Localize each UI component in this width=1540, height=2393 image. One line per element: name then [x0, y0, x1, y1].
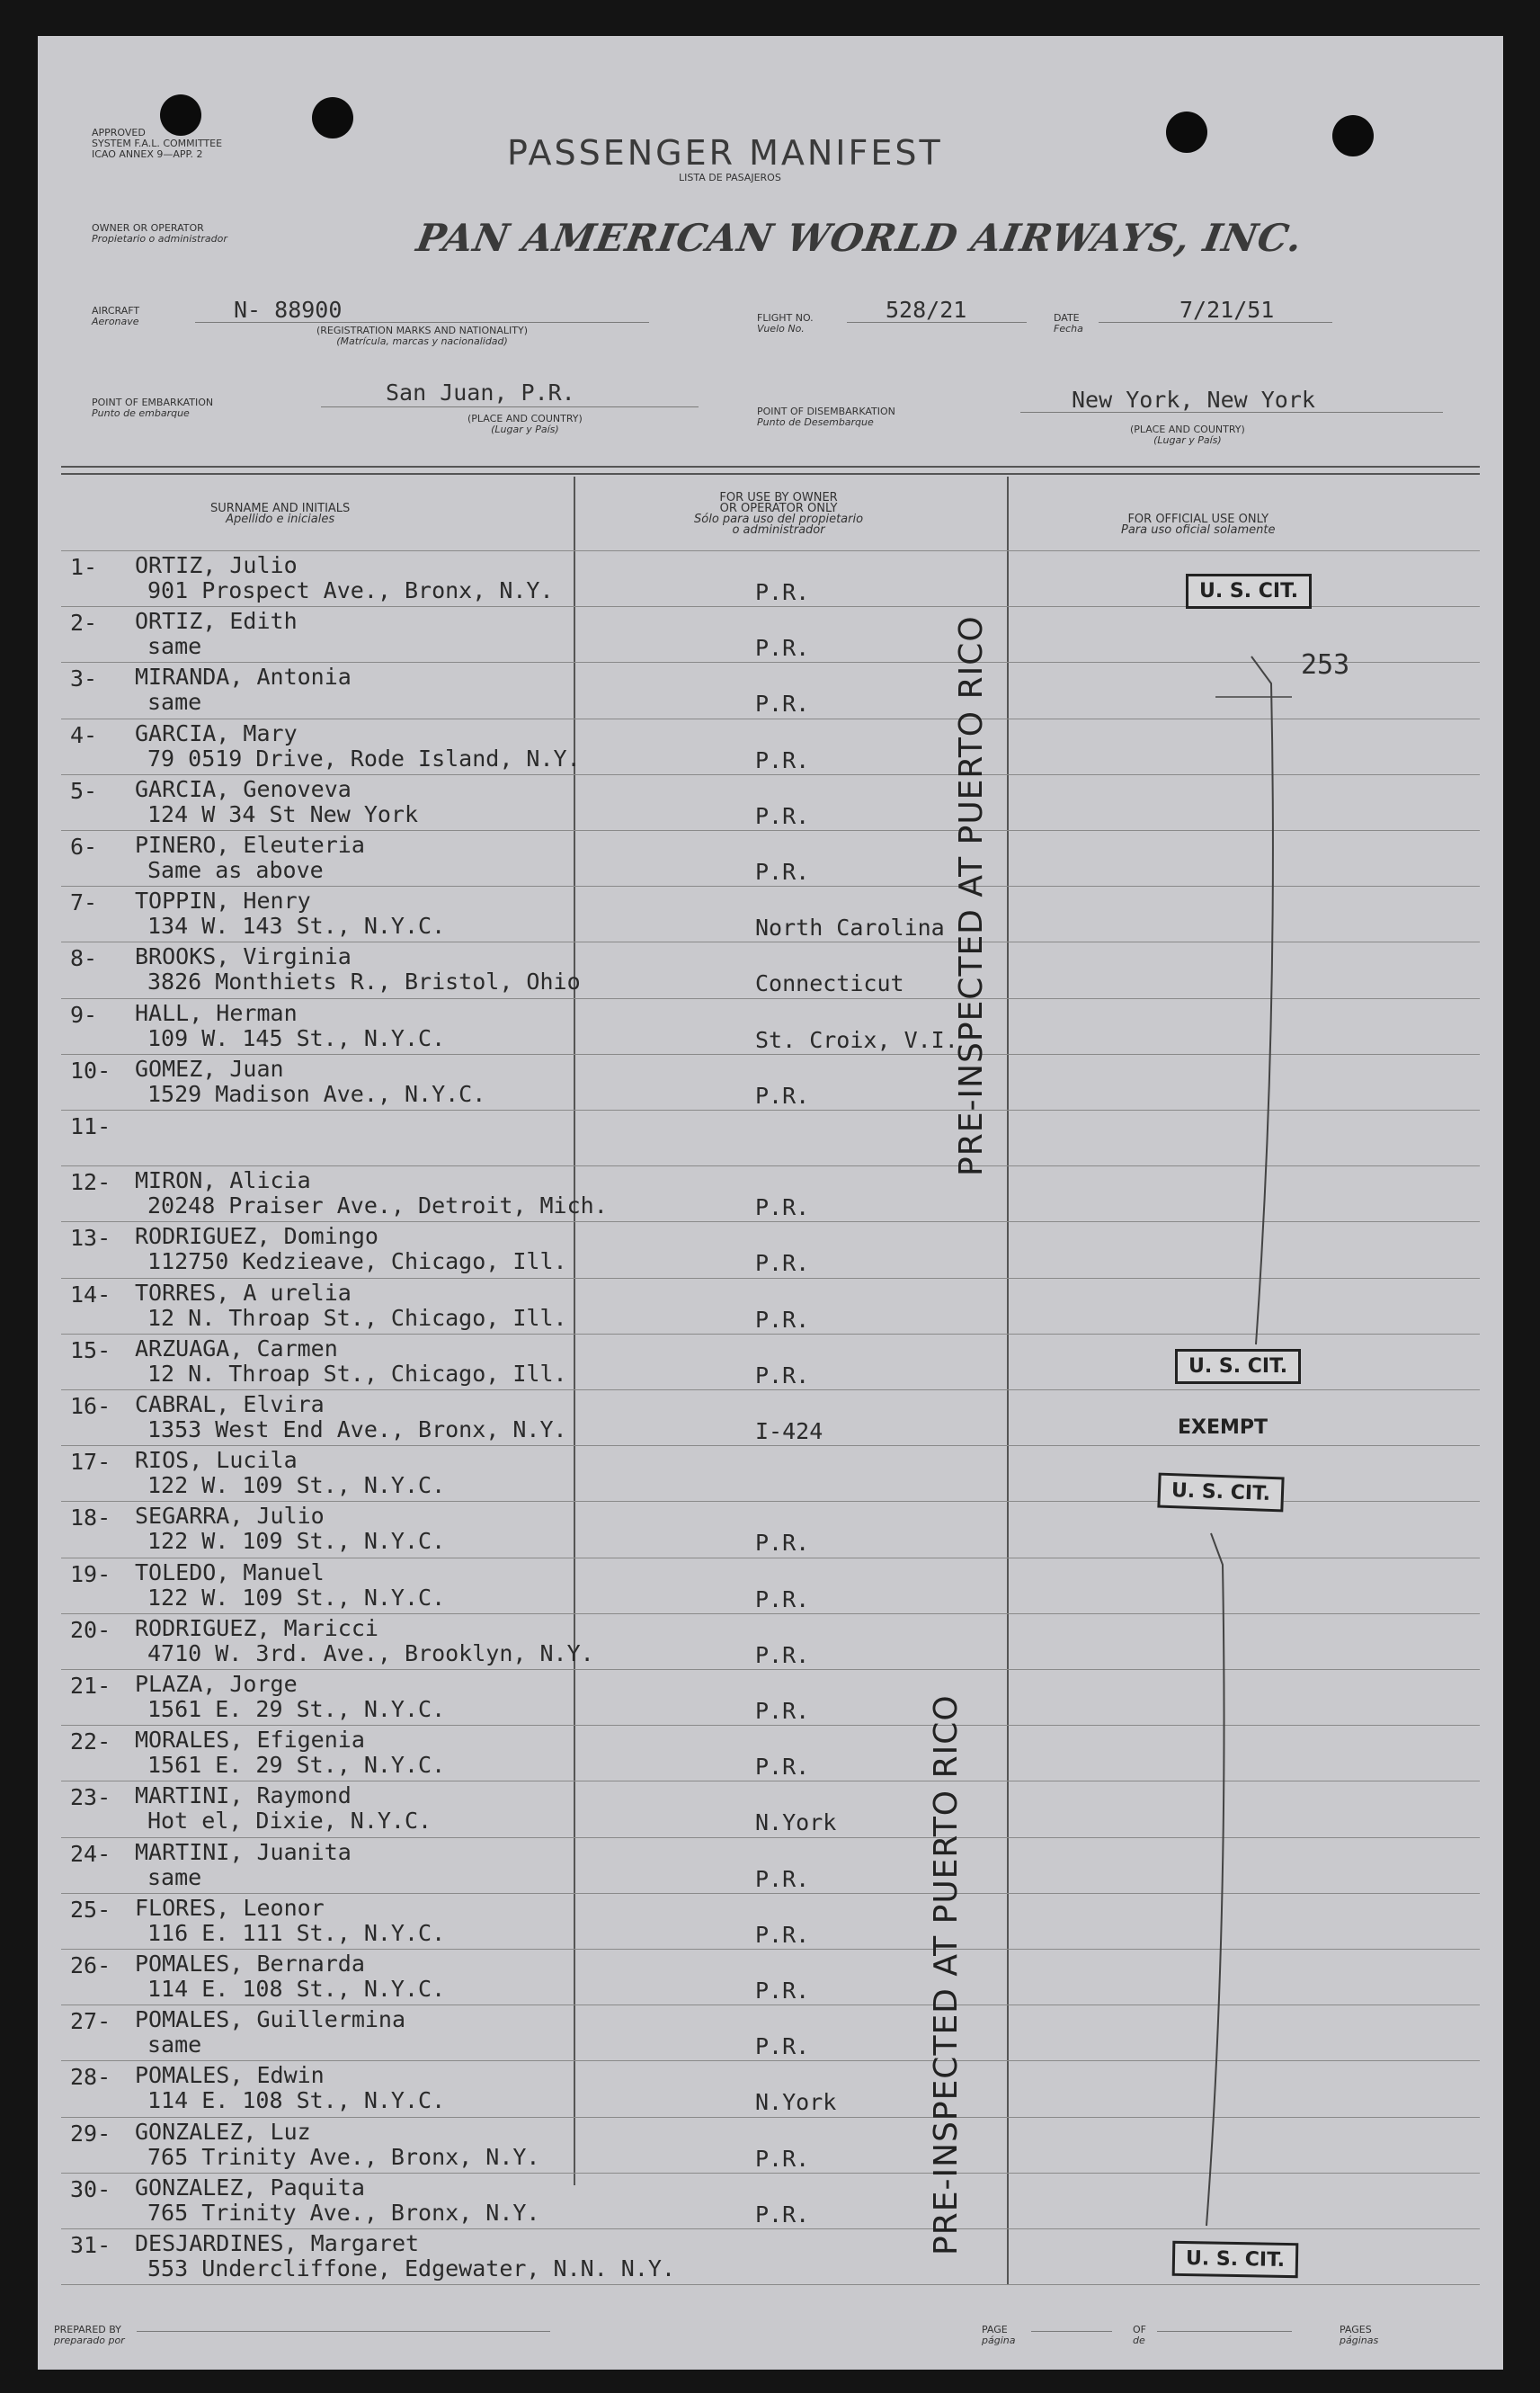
row-number: 12- [70, 1169, 111, 1196]
page-title: PASSENGER MANIFEST [507, 133, 943, 173]
owner-label: OWNER OR OPERATOR Propietario o administrador [92, 222, 227, 245]
official-count: 253 [1301, 649, 1350, 681]
passenger-address: 122 W. 109 St., N.Y.C. [147, 1472, 446, 1499]
flight-date: 7/21/51 [1179, 297, 1275, 323]
page-label: PAGE página [982, 2324, 1016, 2346]
row-number: 25- [70, 1896, 111, 1923]
row-number: 11- [70, 1113, 111, 1139]
passenger-name: TORRES, A urelia [135, 1279, 352, 1306]
row-number: 29- [70, 2120, 111, 2147]
passenger-address: 114 E. 108 St., N.Y.C. [147, 2087, 446, 2114]
passenger-name: HALL, Herman [135, 999, 298, 1026]
passenger-address: 122 W. 109 St., N.Y.C. [147, 1528, 446, 1555]
passenger-origin: P.R. [755, 1585, 810, 1612]
passenger-origin: P.R. [755, 1921, 810, 1948]
row-number: 7- [70, 889, 98, 916]
passenger-address: 1561 E. 29 St., N.Y.C. [147, 1696, 446, 1722]
passenger-name: CABRAL, Elvira [135, 1391, 325, 1417]
row-number: 27- [70, 2008, 111, 2035]
aircraft-label: AIRCRAFT Aeronave [92, 305, 140, 327]
disembark-place: New York, New York [1072, 387, 1315, 413]
passenger-name: GONZALEZ, Luz [135, 2118, 311, 2145]
disembark-caption: (PLACE AND COUNTRY) (Lugar y País) [1130, 424, 1245, 446]
passenger-origin: P.R. [755, 691, 810, 718]
passenger-address: 124 W 34 St New York [147, 800, 419, 827]
passenger-address: 1529 Madison Ave., N.Y.C. [147, 1080, 486, 1107]
passenger-address: 4710 W. 3rd. Ave., Brooklyn, N.Y. [147, 1639, 594, 1666]
us-cit-stamp: U. S. CIT. [1172, 2241, 1299, 2278]
row-number: 26- [70, 1952, 111, 1978]
preinspected-stamp: PRE-INSPECTED AT PUERTO RICO [953, 615, 990, 1176]
passenger-name: POMALES, Edwin [135, 2062, 325, 2089]
row-number: 4- [70, 721, 98, 748]
passenger-name: DESJARDINES, Margaret [135, 2230, 420, 2256]
passenger-origin: P.R. [755, 579, 810, 605]
flight-label: FLIGHT NO. Vuelo No. [757, 312, 814, 335]
passenger-address: 109 W. 145 St., N.Y.C. [147, 1024, 446, 1051]
passenger-address: 901 Prospect Ave., Bronx, N.Y. [147, 577, 554, 603]
passenger-name: ORTIZ, Edith [135, 608, 298, 635]
passenger-name: PLAZA, Jorge [135, 1671, 298, 1697]
row-number: 16- [70, 1393, 111, 1419]
passenger-address: same [147, 633, 202, 660]
date-label: DATE Fecha [1054, 312, 1083, 335]
row-number: 9- [70, 1001, 98, 1028]
passenger-name: GONZALEZ, Paquita [135, 2174, 365, 2201]
row-number: 19- [70, 1560, 111, 1587]
column-header-owner: FOR USE BY OWNER OR OPERATOR ONLY Sólo para uso del propietario o administrador [694, 491, 864, 537]
passenger-name: RIOS, Lucila [135, 1447, 298, 1474]
passenger-name: MARTINI, Juanita [135, 1838, 352, 1865]
of-label: OF de [1133, 2324, 1146, 2346]
row-number: 15- [70, 1336, 111, 1363]
row-number: 3- [70, 665, 98, 692]
aircraft-number: N- 88900 [234, 297, 343, 323]
column-header-official: FOR OFFICIAL USE ONLY Para uso oficial solamente [1121, 513, 1276, 537]
passenger-name: PINERO, Eleuteria [135, 832, 365, 858]
passenger-address: 79 0519 Drive, Rode Island, N.Y. [147, 745, 581, 772]
passenger-origin: P.R. [755, 1250, 810, 1277]
row-number: 18- [70, 1505, 111, 1531]
row-number: 1- [70, 554, 98, 580]
passenger-origin: P.R. [755, 859, 810, 885]
passenger-address: 114 E. 108 St., N.Y.C. [147, 1976, 446, 2002]
passenger-address: 20248 Praiser Ave., Detroit, Mich. [147, 1192, 608, 1219]
exempt-stamp: EXEMPT [1178, 1416, 1268, 1439]
row-number: 31- [70, 2232, 111, 2258]
passenger-origin: N.York [755, 1809, 837, 1836]
passenger-origin: P.R. [755, 1698, 810, 1724]
row-number: 23- [70, 1784, 111, 1811]
row-number: 22- [70, 1728, 111, 1755]
passenger-origin: St. Croix, V.I. [755, 1026, 958, 1053]
passenger-address: same [147, 1863, 202, 1890]
prepared-by-label: PREPARED BY preparado por [54, 2324, 125, 2346]
passenger-origin: P.R. [755, 1194, 810, 1221]
passenger-address: same [147, 689, 202, 716]
us-cit-stamp: U. S. CIT. [1157, 1473, 1284, 1513]
passenger-address: 116 E. 111 St., N.Y.C. [147, 1919, 446, 1946]
passenger-origin: P.R. [755, 1978, 810, 2004]
passenger-name: GOMEZ, Juan [135, 1055, 284, 1082]
passenger-origin: Connecticut [755, 970, 904, 997]
passenger-origin: N.York [755, 2089, 837, 2116]
passenger-origin: P.R. [755, 635, 810, 662]
passenger-origin: P.R. [755, 1082, 810, 1109]
passenger-name: TOLEDO, Manuel [135, 1558, 325, 1585]
row-number: 17- [70, 1449, 111, 1476]
passenger-name: MIRON, Alicia [135, 1167, 311, 1194]
passenger-origin: North Carolina [755, 915, 945, 942]
passenger-name: POMALES, Bernarda [135, 1951, 365, 1977]
row-number: 2- [70, 610, 98, 637]
row-number: 8- [70, 945, 98, 972]
pages-label: PAGES páginas [1340, 2324, 1379, 2346]
passenger-address: 553 Undercliffone, Edgewater, N.N. N.Y. [147, 2255, 675, 2281]
passenger-origin: P.R. [755, 1641, 810, 1668]
passenger-name: MORALES, Efigenia [135, 1727, 365, 1754]
passenger-name: MIRANDA, Antonia [135, 664, 352, 691]
column-header-surname: SURNAME AND INITIALS Apellido e iniciales [210, 502, 351, 526]
passenger-origin: I-424 [755, 1418, 823, 1444]
row-number: 28- [70, 2064, 111, 2091]
passenger-name: TOPPIN, Henry [135, 888, 311, 915]
passenger-name: MARTINI, Raymond [135, 1782, 352, 1809]
passenger-name: GARCIA, Mary [135, 719, 298, 746]
us-cit-stamp: U. S. CIT. [1175, 1349, 1301, 1384]
passenger-address: 12 N. Throap St., Chicago, Ill. [147, 1304, 567, 1331]
passenger-address: 765 Trinity Ave., Bronx, N.Y. [147, 2143, 540, 2170]
passenger-origin: P.R. [755, 746, 810, 773]
approval-note: APPROVED SYSTEM F.A.L. COMMITTEE ICAO ANNEX 9—APP. 2 [92, 127, 223, 160]
page-subtitle: LISTA DE PASAJEROS [679, 172, 781, 183]
passenger-address: 112750 Kedzieave, Chicago, Ill. [147, 1248, 567, 1275]
row-number: 5- [70, 777, 98, 804]
passenger-origin: P.R. [755, 1530, 810, 1557]
manifest-sheet [38, 36, 1503, 2370]
airline-name: PAN AMERICAN WORLD AIRWAYS, INC. [413, 216, 1306, 260]
passenger-name: SEGARRA, Julio [135, 1503, 325, 1530]
passenger-address: Same as above [147, 857, 324, 883]
row-number: 6- [70, 834, 98, 860]
passenger-origin: P.R. [755, 2033, 810, 2060]
disembark-label: POINT OF DISEMBARKATION Punto de Desembarque [757, 406, 895, 428]
row-number: 20- [70, 1616, 111, 1643]
passenger-origin: P.R. [755, 1306, 810, 1333]
aircraft-caption: (REGISTRATION MARKS AND NATIONALITY) (Matrícula, marcas y nacionalidad) [316, 325, 529, 347]
passenger-name: POMALES, Guillermina [135, 2006, 406, 2033]
passenger-origin: P.R. [755, 1865, 810, 1892]
embark-label: POINT OF EMBARKATION Punto de embarque [92, 397, 214, 419]
passenger-origin: P.R. [755, 2201, 810, 2228]
passenger-origin: P.R. [755, 802, 810, 829]
passenger-origin: P.R. [755, 1754, 810, 1781]
flight-number: 528/21 [886, 297, 967, 323]
passenger-name: RODRIGUEZ, Domingo [135, 1223, 378, 1250]
passenger-origin: P.R. [755, 2145, 810, 2172]
row-number: 21- [70, 1673, 111, 1699]
passenger-name: GARCIA, Genoveva [135, 775, 352, 802]
passenger-address: same [147, 2031, 202, 2058]
passenger-address: Hot el, Dixie, N.Y.C. [147, 1808, 432, 1835]
passenger-address: 3826 Monthiets R., Bristol, Ohio [147, 969, 581, 996]
passenger-name: ARZUAGA, Carmen [135, 1335, 338, 1362]
passenger-address: 765 Trinity Ave., Bronx, N.Y. [147, 2199, 540, 2226]
passenger-address: 1561 E. 29 St., N.Y.C. [147, 1752, 446, 1779]
passenger-name: RODRIGUEZ, Maricci [135, 1614, 378, 1641]
passenger-address: 12 N. Throap St., Chicago, Ill. [147, 1360, 567, 1387]
embark-caption: (PLACE AND COUNTRY) (Lugar y País) [467, 413, 583, 435]
passenger-name: FLORES, Leonor [135, 1894, 325, 1921]
passenger-name: BROOKS, Virginia [135, 943, 352, 970]
passenger-origin: P.R. [755, 1362, 810, 1388]
passenger-name: ORTIZ, Julio [135, 552, 298, 578]
passenger-address: 1353 West End Ave., Bronx, N.Y. [147, 1416, 567, 1442]
check-marks [38, 36, 1503, 2370]
embark-place: San Juan, P.R. [386, 379, 575, 406]
row-number: 24- [70, 1840, 111, 1867]
preinspected-stamp: PRE-INSPECTED AT PUERTO RICO [928, 1694, 965, 2255]
passenger-address: 134 W. 143 St., N.Y.C. [147, 913, 446, 940]
row-number: 30- [70, 2175, 111, 2202]
row-number: 14- [70, 1281, 111, 1308]
passenger-address: 122 W. 109 St., N.Y.C. [147, 1584, 446, 1611]
row-number: 13- [70, 1225, 111, 1252]
row-number: 10- [70, 1057, 111, 1084]
us-cit-stamp: U. S. CIT. [1186, 574, 1312, 609]
